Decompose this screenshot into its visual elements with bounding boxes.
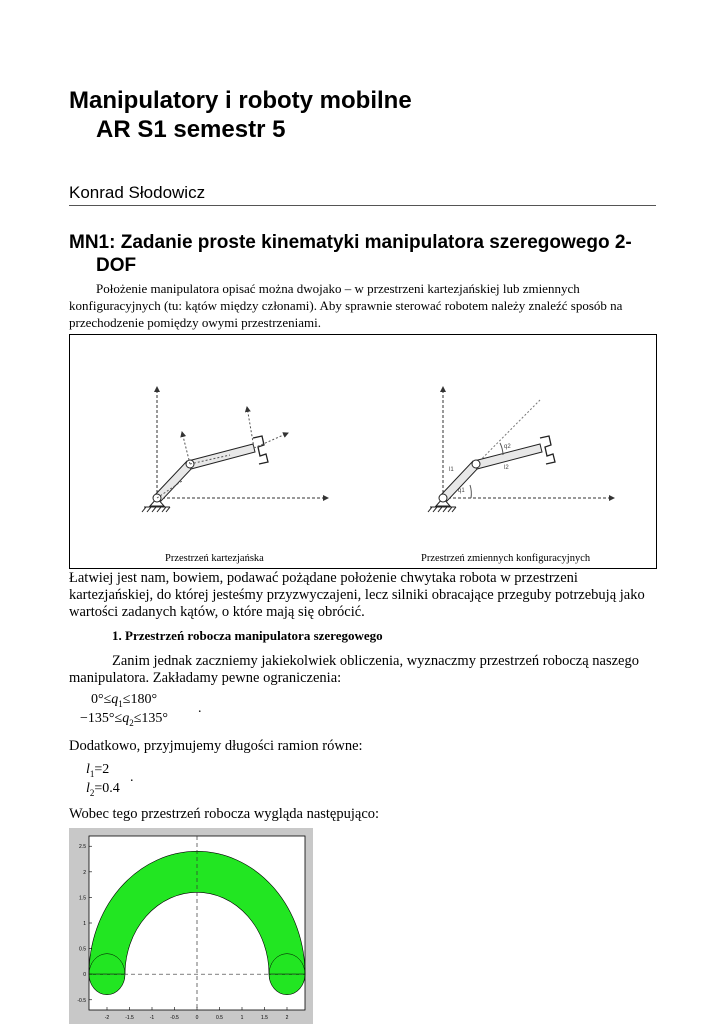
- author: Konrad Słodowicz: [69, 183, 206, 202]
- x-tick-label: 0: [195, 1015, 199, 1021]
- y-tick-label: 1.5: [79, 895, 86, 902]
- length-l2: $l_2=0.4$: [86, 781, 120, 798]
- para2-line-3: wartości zadanych kątów, o które mają się obrócić.: [69, 604, 365, 620]
- y-tick-label: -0.5: [77, 997, 86, 1004]
- title-line-2: AR S1 semestr 5: [96, 116, 286, 143]
- label-q2: q2: [504, 444, 511, 450]
- label-l2: l2: [504, 465, 509, 471]
- caption-cartesian: Przestrzeń kartezjańska: [165, 553, 264, 564]
- x-tick-label: 0.5: [216, 1015, 223, 1021]
- intro-line-3: przechodzenie pomiędzy owymi przestrzeniami.: [69, 315, 321, 330]
- constraint-q1: $0^\circ\le q_1\le 180^\circ$: [91, 692, 158, 709]
- intro-line-2: konfiguracyjnych (tu: kątów między członami). Aby sprawnie sterować robotem należy znaleźć sposób na: [69, 298, 623, 313]
- x-tick-label: -0.5: [170, 1015, 179, 1021]
- author-rule: [69, 205, 656, 206]
- para2-line-2: kartezjańskiej, do której jesteśmy przyzwyczajeni, lecz silniki obracające przeguby potrzebują jako: [69, 587, 645, 603]
- x-tick-label: 2: [285, 1015, 289, 1021]
- section-heading-line-2: DOF: [96, 255, 137, 276]
- x-tick-label: 1: [240, 1015, 244, 1021]
- y-tick-label: 0.5: [79, 946, 86, 953]
- constraint-q2: $-135^\circ\le q_2\le 135^\circ$: [80, 711, 168, 728]
- figure-manipulator-drawing: [70, 335, 656, 568]
- label-q1: q1: [458, 488, 465, 494]
- para3-line-2: manipulatora. Zakładamy pewne ograniczenia:: [69, 670, 342, 686]
- cartesian-diagram: [142, 387, 328, 512]
- para5: Wobec tego przestrzeń robocza wygląda następująco:: [69, 806, 380, 822]
- para4: Dodatkowo, przyjmujemy długości ramion równe:: [69, 738, 363, 754]
- y-tick-label: 2.5: [79, 844, 86, 851]
- caption-configuration: Przestrzeń zmiennych konfiguracyjnych: [421, 553, 591, 564]
- y-tick-label: 1: [83, 921, 86, 927]
- y-tick-label: 2: [83, 869, 86, 876]
- length-l1: $l_1=2$: [86, 762, 110, 779]
- label-l1: l1: [449, 467, 454, 473]
- title-line-1: Manipulatory i roboty mobilne: [69, 87, 412, 114]
- intro-line-1: Położenie manipulatora opisać można dwojako – w przestrzeni kartezjańskiej lub zmiennych: [96, 281, 580, 296]
- x-tick-label: -1.5: [125, 1015, 134, 1021]
- para3-line-1: Zanim jednak zaczniemy jakiekolwiek obliczenia, wyznaczmy przestrzeń roboczą naszego: [112, 653, 639, 669]
- para2-line-1: Łatwiej jest nam, bowiem, podawać pożądane położenie chwytaka robota w przestrzeni: [69, 570, 578, 586]
- x-tick-label: 1.5: [261, 1015, 268, 1021]
- x-tick-label: -1: [149, 1015, 155, 1021]
- workspace-figure: [69, 828, 313, 1024]
- workspace-chart: [69, 828, 313, 1024]
- lengths-end: .: [130, 770, 134, 785]
- figure-manipulator: [69, 334, 657, 569]
- y-tick-label: 0: [83, 972, 86, 979]
- subsection-heading: 1. Przestrzeń robocza manipulatora szeregowego: [112, 628, 383, 643]
- constraints-end: .: [198, 701, 202, 716]
- section-heading-line-1: MN1: Zadanie proste kinematyki manipulatora szeregowego 2-: [69, 232, 632, 253]
- x-tick-label: -2: [104, 1015, 110, 1021]
- configuration-diagram: [428, 387, 614, 512]
